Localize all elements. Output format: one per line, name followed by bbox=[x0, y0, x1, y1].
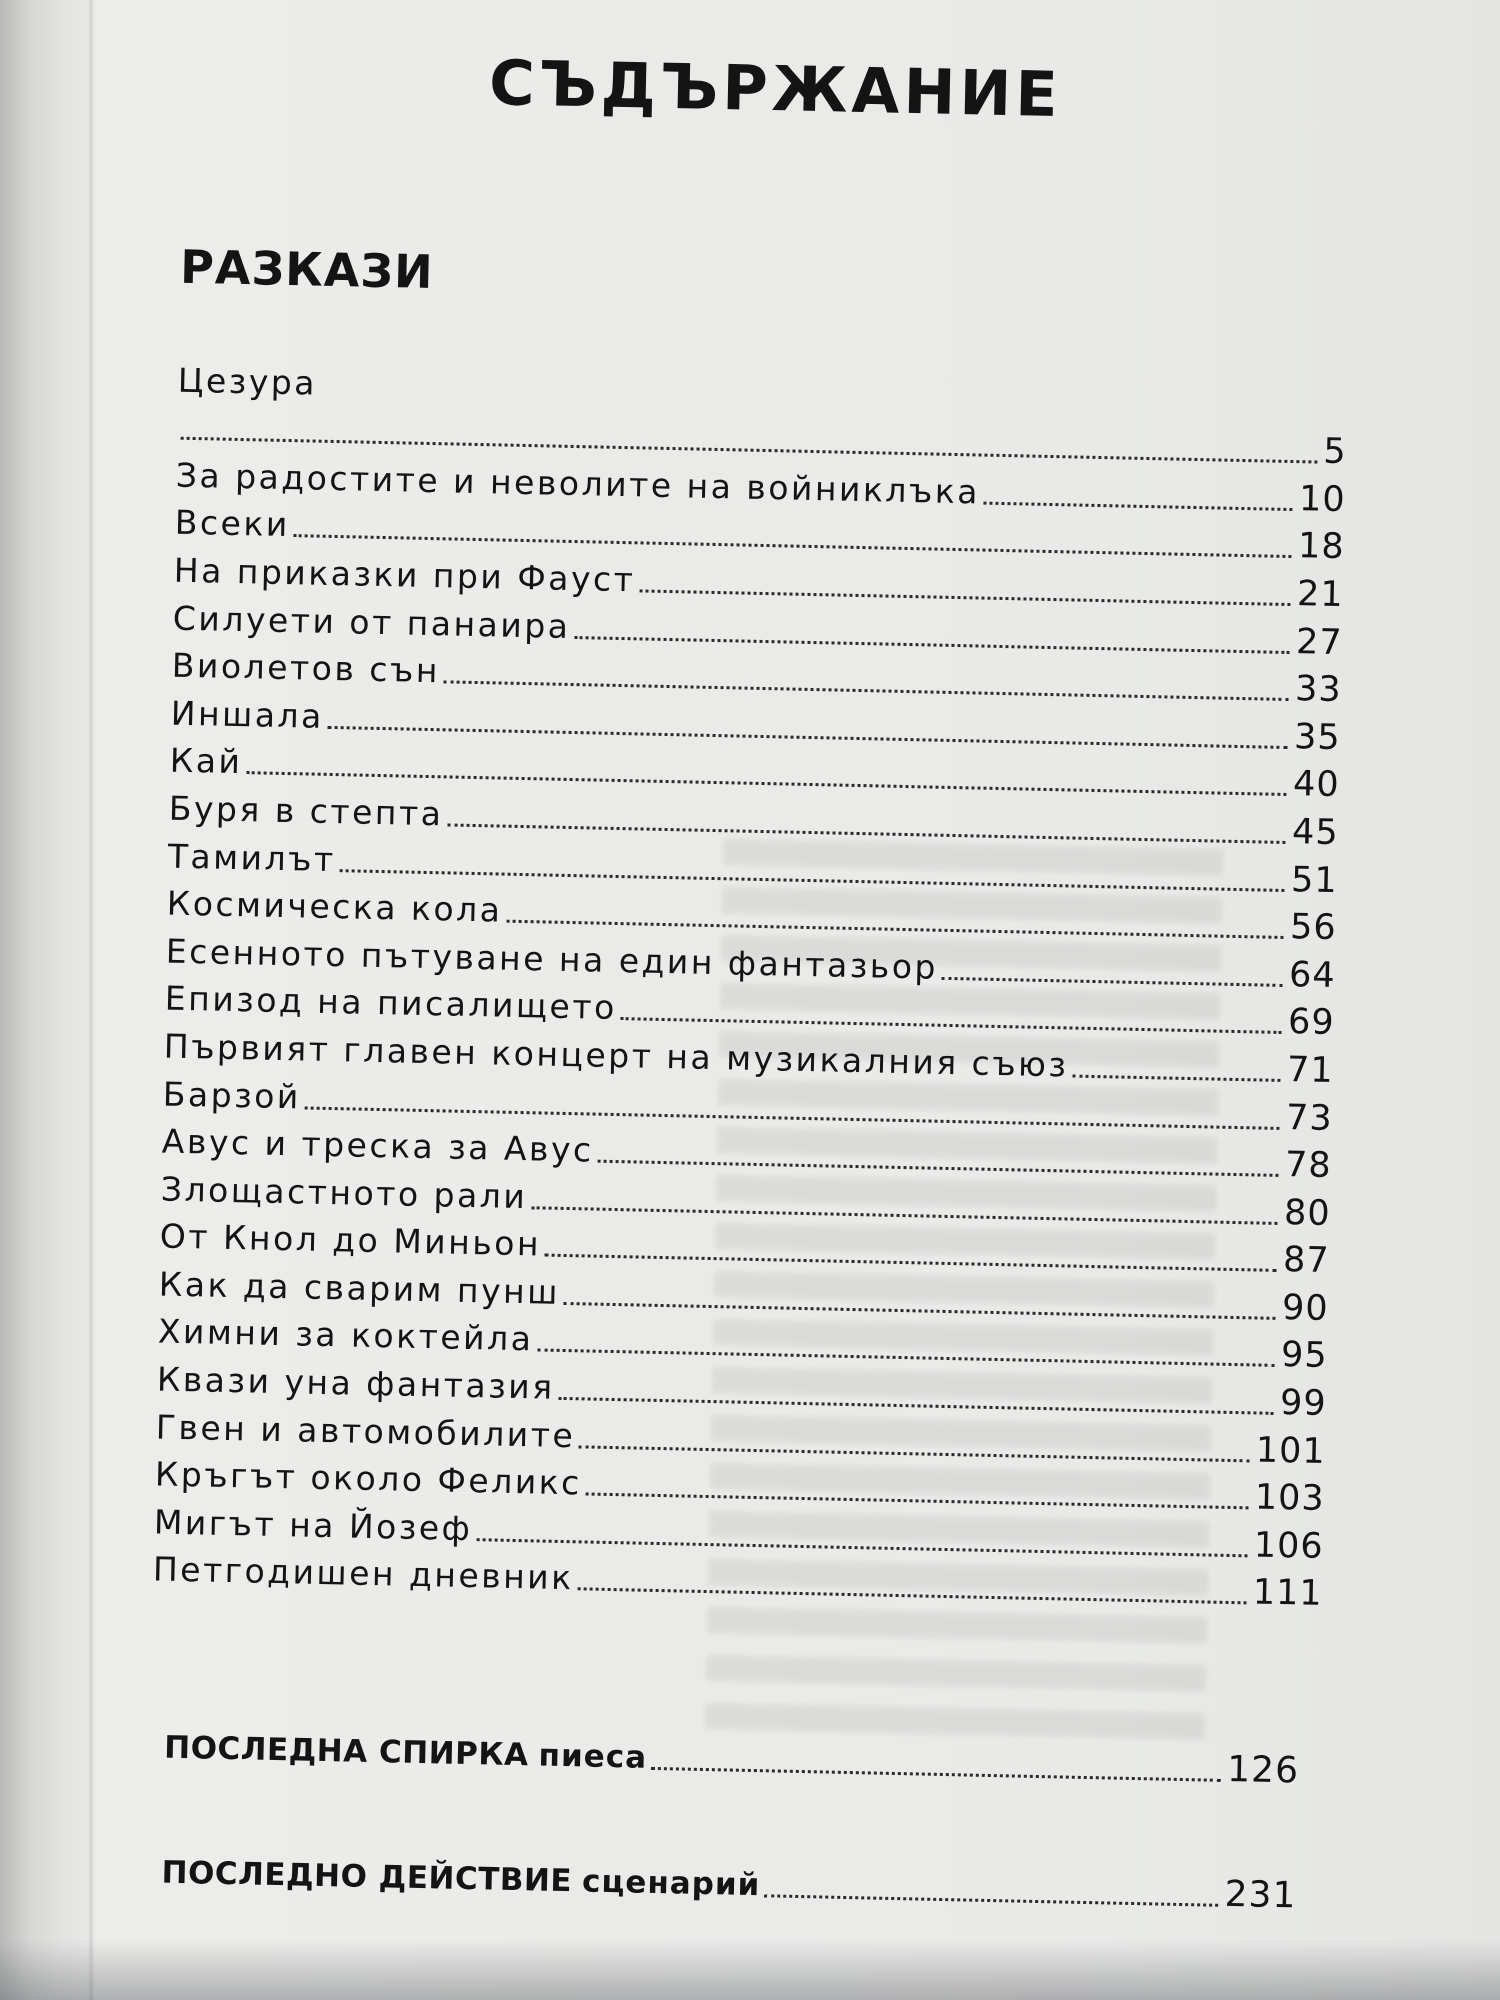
toc-title: Епизод на писалището bbox=[164, 978, 618, 1028]
toc-title: Иншала bbox=[170, 693, 325, 736]
dot-leader bbox=[1072, 1074, 1281, 1081]
table-of-contents bbox=[153, 353, 1349, 1615]
dot-leader bbox=[577, 1588, 1246, 1605]
toc-page: 95 bbox=[1280, 1335, 1329, 1377]
toc-page: 51 bbox=[1290, 859, 1339, 901]
extra-page: 126 bbox=[1226, 1748, 1300, 1792]
toc-page: 18 bbox=[1297, 526, 1346, 568]
toc-title: Мигът на Йозеф bbox=[153, 1502, 473, 1548]
toc-title: Силуети от панаира bbox=[172, 598, 571, 646]
toc-title: За радостите и неволите на войниклъка bbox=[175, 455, 981, 512]
toc-title: Злощастното рали bbox=[160, 1169, 528, 1216]
toc-title: От Кнол до Миньон bbox=[159, 1216, 542, 1264]
toc-title: Кай bbox=[169, 740, 243, 782]
toc-page: 73 bbox=[1285, 1097, 1334, 1139]
toc-title: Кръгът около Феликс bbox=[154, 1454, 583, 1503]
toc-page: 87 bbox=[1282, 1240, 1331, 1282]
toc-title: Барзой bbox=[162, 1074, 302, 1116]
dot-leader bbox=[984, 501, 1293, 510]
extra-page: 231 bbox=[1224, 1873, 1297, 1917]
toc-page: 99 bbox=[1279, 1383, 1328, 1425]
extra-title: ПОСЛЕДНА СПИРКА bbox=[163, 1729, 530, 1774]
toc-page: 56 bbox=[1289, 907, 1338, 949]
toc-page: 40 bbox=[1292, 764, 1341, 806]
toc-page: 78 bbox=[1284, 1145, 1333, 1187]
toc-page: 71 bbox=[1286, 1049, 1335, 1091]
toc-page: 64 bbox=[1288, 954, 1337, 996]
toc-title: Цезура bbox=[177, 360, 318, 403]
toc-title: Тамилът bbox=[167, 836, 337, 879]
dot-leader bbox=[651, 1767, 1221, 1782]
toc-title: Буря в степта bbox=[168, 788, 444, 834]
toc-title: Всеки bbox=[174, 503, 291, 545]
toc-page: 101 bbox=[1255, 1430, 1327, 1472]
toc-page: 80 bbox=[1283, 1192, 1332, 1234]
toc-page: 10 bbox=[1298, 478, 1347, 520]
section-heading: РАЗКАЗИ bbox=[179, 239, 435, 299]
toc-title: Авус и треска за Авус bbox=[161, 1121, 595, 1170]
toc-page: 35 bbox=[1293, 716, 1342, 758]
toc-page: 106 bbox=[1253, 1525, 1325, 1567]
bottom-shadow bbox=[0, 1940, 1500, 2000]
toc-page: 27 bbox=[1295, 621, 1344, 663]
toc-page: 33 bbox=[1294, 669, 1343, 711]
page-title: СЪДЪРЖАНИЕ bbox=[488, 46, 1063, 132]
toc-page: 90 bbox=[1281, 1287, 1330, 1329]
toc-title: Гвен и автомобилите bbox=[155, 1407, 576, 1455]
dot-leader bbox=[942, 977, 1283, 987]
toc-page: 69 bbox=[1287, 1002, 1336, 1044]
extra-title: ПОСЛЕДНО ДЕЙСТВИЕ bbox=[161, 1854, 573, 1900]
toc-title: Първият главен концерт на музикалния съюз bbox=[163, 1026, 1069, 1085]
toc-title: Квази уна фантазия bbox=[156, 1359, 555, 1407]
extra-subtitle: пиеса bbox=[538, 1737, 648, 1776]
toc-page: 45 bbox=[1291, 812, 1340, 854]
toc-title: Как да сварим пунш bbox=[158, 1264, 561, 1312]
dot-leader bbox=[764, 1894, 1218, 1907]
toc-title: Космическа кола bbox=[166, 883, 503, 930]
toc-page: 21 bbox=[1296, 574, 1345, 616]
toc-row-screenplay bbox=[161, 1853, 1297, 1917]
toc-title: Есенното пътуване на един фантазьор bbox=[165, 931, 939, 987]
toc-page: 111 bbox=[1252, 1572, 1324, 1615]
toc-title: Петгодишен дневник bbox=[152, 1549, 575, 1598]
toc-title: На приказки при Фауст bbox=[173, 550, 636, 600]
toc-title: Химни за коктейла bbox=[157, 1311, 534, 1359]
toc-page: 5 bbox=[1322, 431, 1348, 473]
toc-page: 103 bbox=[1254, 1477, 1326, 1520]
toc-title: Виолетов сън bbox=[171, 645, 441, 691]
extra-subtitle: сценарий bbox=[581, 1863, 761, 1904]
